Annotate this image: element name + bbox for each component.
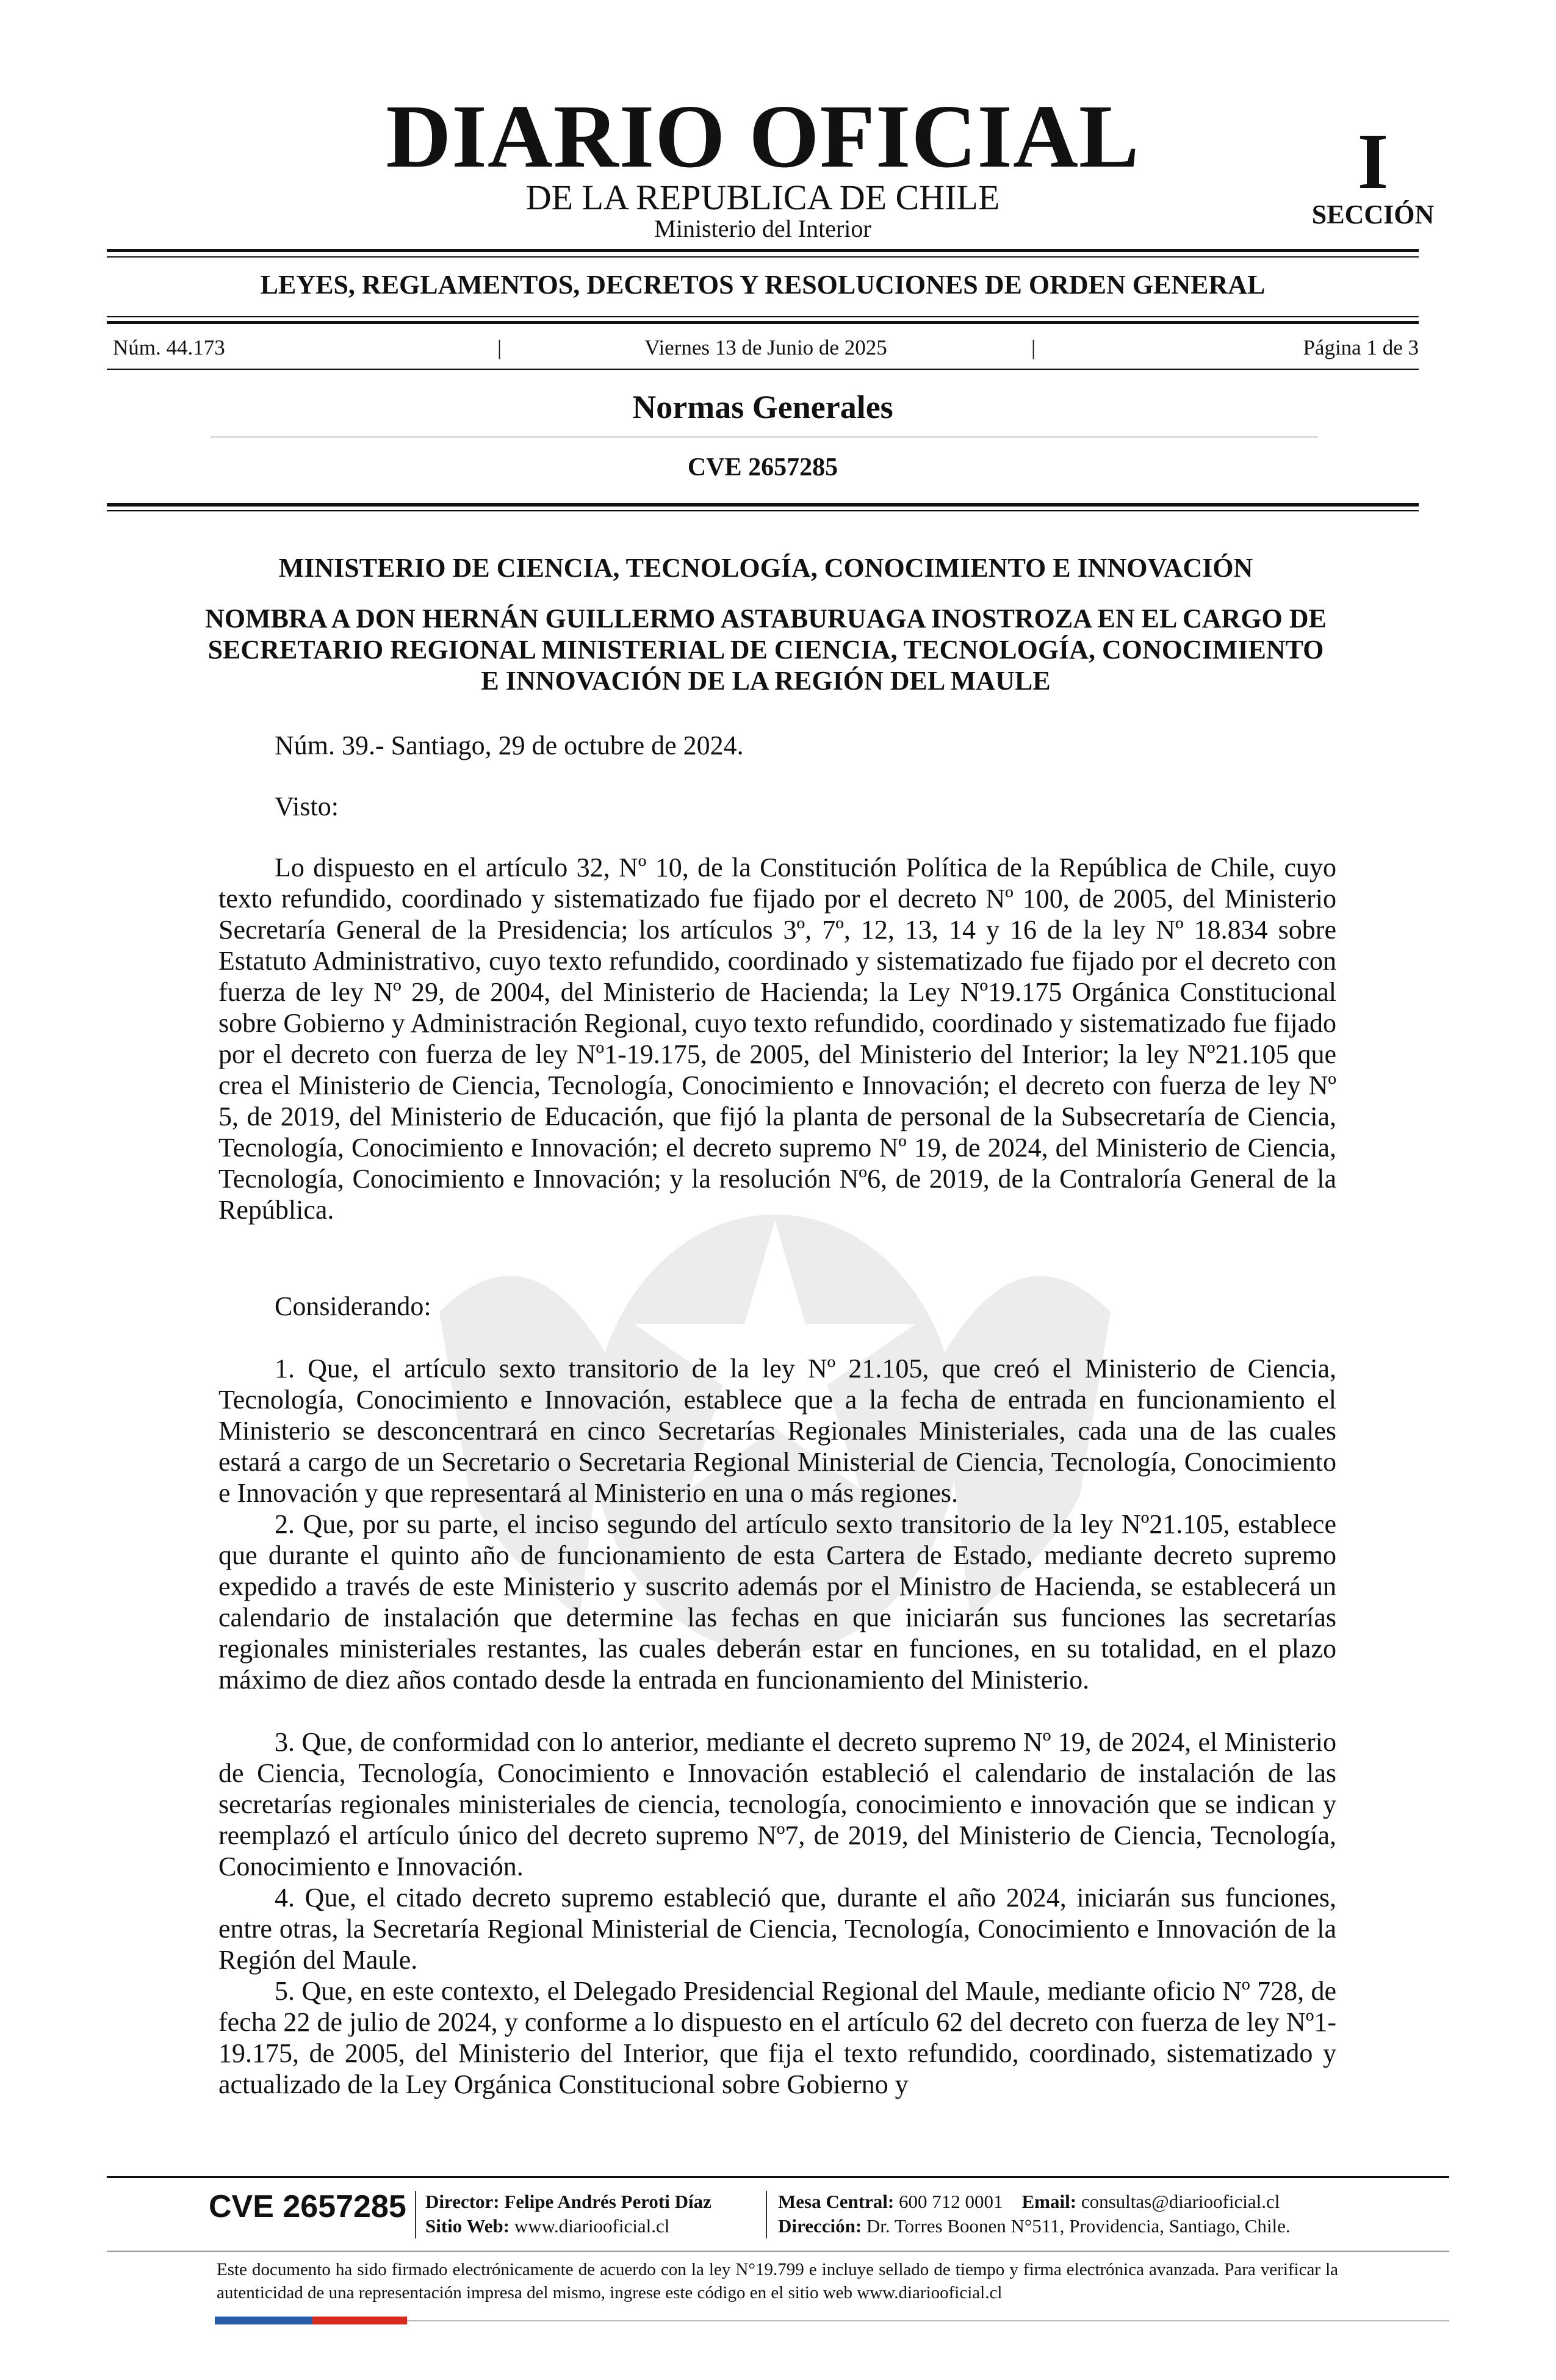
site-label: Sitio Web:: [425, 2215, 510, 2237]
issue-separator: |: [1031, 336, 1036, 359]
considerando-item: 2. Que, por su parte, el inciso segundo del artículo sexto transitorio de la ley Nº21.105, establece que durante el quinto año de funcionamiento de esta Cartera de Estado, mediante decreto supremo expedido a través de este Ministerio y suscrito además por el Ministro de Hacienda, se establecerá un calendario de instalación que determine las fechas en que iniciarán sus funciones las secretarías regionales ministeriales restantes, las cuales deberán estar en funciones, en su totalidad, en el plazo máximo de diez años contado desde la entrada en funcionamiento del Ministerio.: [218, 1509, 1336, 1695]
flag-stripe-blue: [215, 2317, 312, 2324]
banner-divider-thin: [107, 316, 1419, 317]
considerando-item: 5. Que, en este contexto, el Delegado Presidencial Regional del Maule, mediante oficio Nº 728, de fecha 22 de julio de 2024, y conforme a lo dispuesto en el artículo 62 del decreto con fuerza de ley Nº1-19.175, de 2005, del Ministerio del Interior, que fija el texto refundido, coordinado, sistematizado y actualizado de la Ley Orgánica Constitucional sobre Gobierno y: [218, 1976, 1336, 2099]
footer-divider: [107, 2176, 1449, 2178]
header-end-divider-thin: [107, 510, 1419, 511]
legal-notice: Este documento ha sido firmado electrónicamente de acuerdo con la ley N°19.799 e incluye sellado de tiempo y firma electrónica avanzada. Para verificar la autenticidad de una representación impresa del mismo, ingrese este código en el sitio web www.diariooficial.cl: [217, 2260, 1338, 2302]
newspaper-title: DIARIO OFICIAL: [386, 87, 1140, 187]
footer-bottom-line: [407, 2320, 1449, 2321]
section-banner: LEYES, REGLAMENTOS, DECRETOS Y RESOLUCIONES DE ORDEN GENERAL: [260, 270, 1266, 300]
footer-contact-block: [778, 2190, 1291, 2238]
address-label: Dirección:: [778, 2215, 862, 2237]
footer-director-block: [425, 2190, 711, 2238]
cve-code: CVE 2657285: [687, 453, 838, 481]
ministry-label: Ministerio del Interior: [654, 215, 871, 242]
issue-row-divider: [107, 369, 1419, 370]
flag-stripe-red: [312, 2317, 407, 2324]
email-label: Email:: [1021, 2191, 1077, 2212]
masthead-divider-thick: [107, 249, 1419, 252]
section-title: Normas Generales: [632, 389, 893, 425]
phone-label: Mesa Central:: [778, 2191, 895, 2212]
phone-number: 600 712 0001: [899, 2191, 1003, 2212]
footer-cve-code: CVE 2657285: [209, 2189, 406, 2224]
email-link[interactable]: consultas@diariooficial.cl: [1081, 2191, 1280, 2212]
issue-date: Viernes 13 de Junio de 2025: [644, 336, 887, 359]
address-text: Dr. Torres Boonen N°511, Providencia, Santiago, Chile.: [866, 2215, 1291, 2237]
section-number: I: [1357, 118, 1389, 206]
considerando-label: Considerando:: [275, 1291, 431, 1321]
issue-separator: |: [497, 336, 502, 359]
considerando-item: 3. Que, de conformidad con lo anterior, mediante el decreto supremo Nº 19, de 2024, el Ministerio de Ciencia, Tecnología, Conocimiento e Innovación estableció el calendario de instalación de las secretarías regionales ministeriales de ciencia, tecnología, conocimiento e innovación que se indican y reemplazó el artículo único del decreto supremo Nº7, de 2019, del Ministerio de Ciencia, Tecnología, Conocimiento e Innovación.: [218, 1727, 1336, 1881]
issue-number: Núm. 44.173: [113, 336, 225, 359]
footer-separator: [766, 2191, 767, 2238]
section-label: SECCIÓN: [1311, 200, 1435, 229]
decree-title: NOMBRA A DON HERNÁN GUILLERMO ASTABURUAGA INOSTROZA EN EL CARGO DE SECRETARIO REGIONAL MINISTERIAL DE CIENCIA, TECNOLOGÍA, CONOCIMIENTO E INNOVACIÓN DE LA REGIÓN DEL MAULE: [205, 604, 1327, 696]
banner-divider-thick: [107, 321, 1419, 324]
site-link[interactable]: www.diariooficial.cl: [514, 2215, 670, 2237]
masthead: [0, 0, 1556, 256]
page-indicator: Página 1 de 3: [1303, 336, 1419, 359]
footer-inner-divider: [107, 2251, 1449, 2252]
visto-paragraph: Lo dispuesto en el artículo 32, Nº 10, de la Constitución Política de la República de Chile, cuyo texto refundido, coordinado y sistematizado fue fijado por el decreto Nº 100, de 2005, del Ministerio Secretaría General de la Presidencia; los artículos 3º, 7º, 12, 13, 14 y 16 de la ley Nº 18.834 sobre Estatuto Administrativo, cuyo texto refundido, coordinado y sistematizado fue fijado por el decreto con fuerza de ley Nº 29, de 2004, del Ministerio de Hacienda; la Ley Nº19.175 Orgánica Constitucional sobre Gobierno y Administración Regional, cuyo texto refundido, coordinado y sistematizado fue fijado por el decreto con fuerza de ley Nº1-19.175, de 2005, del Ministerio del Interior; la ley Nº21.105 que crea el Ministerio de Ciencia, Tecnología, Conocimiento e Innovación; el decreto con fuerza de ley Nº 5, de 2019, del Ministerio de Educación, que fijó la planta de personal de la Subsecretaría de Ciencia, Tecnología, Conocimiento e Innovación; el decreto supremo Nº 19, de 2024, del Ministerio de Ciencia, Tecnología, Conocimiento e Innovación; y la resolución Nº6, de 2019, de la Contraloría General de la República.: [218, 853, 1336, 1225]
footer-separator: [415, 2191, 416, 2238]
director-label: Director:: [425, 2191, 500, 2212]
decree-number: Núm. 39.- Santiago, 29 de octubre de 2024.: [275, 730, 744, 760]
considerando-item: 4. Que, el citado decreto supremo estableció que, durante el año 2024, iniciarán sus funciones, entre otras, la Secretaría Regional Ministerial de Ciencia, Tecnología, Conocimiento e Innovación de la Región del Maule.: [218, 1883, 1336, 1975]
section-title-divider: [211, 436, 1318, 438]
issue-info-row: [113, 336, 1419, 360]
newspaper-subtitle: DE LA REPUBLICA DE CHILE: [525, 178, 1000, 217]
considerando-item: 1. Que, el artículo sexto transitorio de la ley Nº 21.105, que creó el Ministerio de Ciencia, Tecnología, Conocimiento e Innovación, establece que a la fecha de entrada en funcionamiento el Ministerio se desconcentrará en cinco Secretarías Regionales Ministeriales, cada una de las cuales estará a cargo de un Secretario o Secretaria Regional Ministerial de Ciencia, Tecnología, Conocimiento e Innovación y que representará al Ministerio en una o más regiones.: [218, 1354, 1336, 1508]
director-name: Felipe Andrés Peroti Díaz: [504, 2191, 711, 2212]
visto-label: Visto:: [275, 792, 339, 821]
masthead-divider-thin: [107, 256, 1419, 258]
header-end-divider-thick: [107, 503, 1419, 507]
ministry-heading: MINISTERIO DE CIENCIA, TECNOLOGÍA, CONOCIMIENTO E INNOVACIÓN: [278, 553, 1253, 583]
